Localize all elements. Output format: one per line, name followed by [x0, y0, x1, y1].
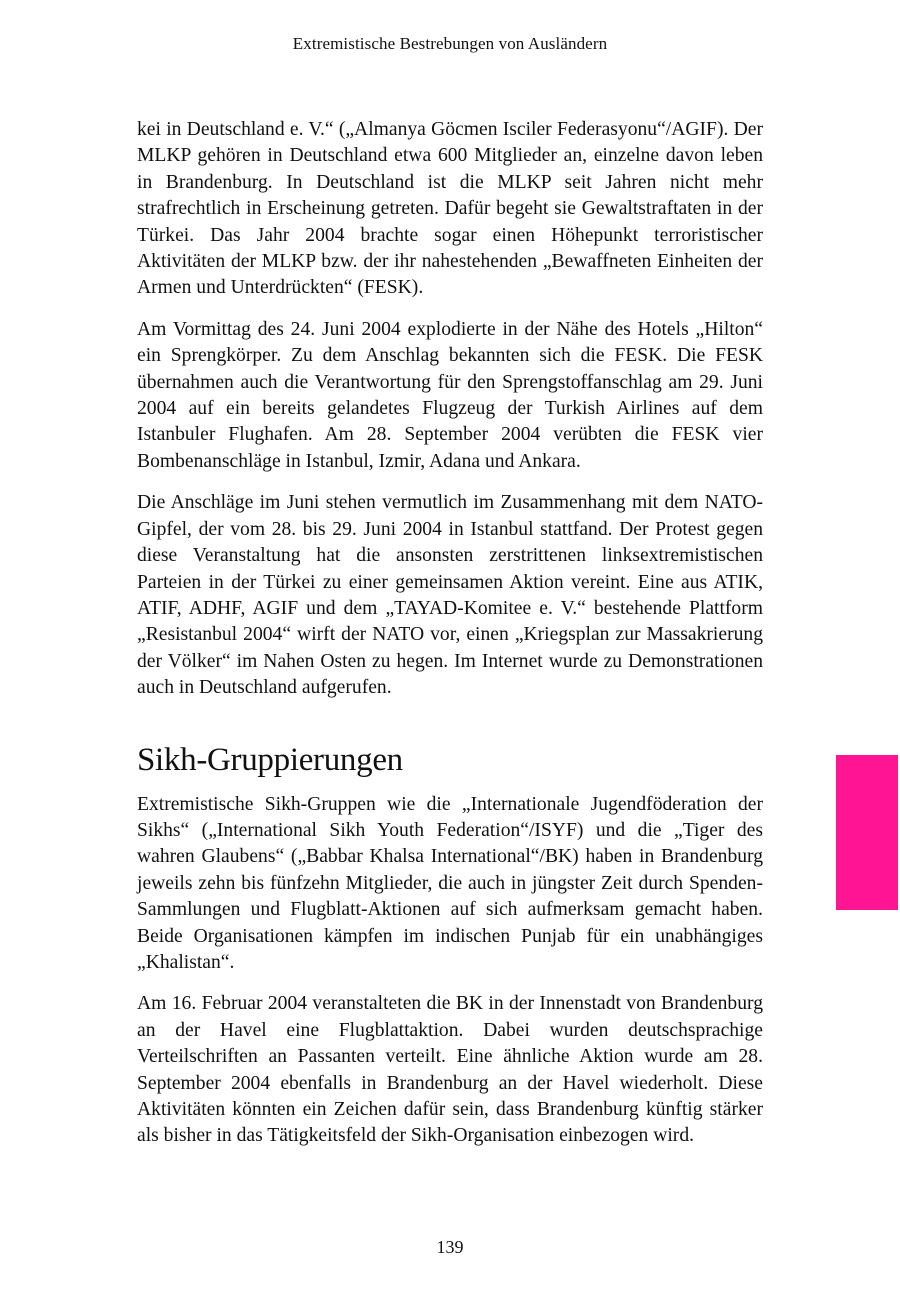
- section-heading: Sikh-Gruppierungen: [137, 741, 403, 778]
- paragraph-sikh-groups: Extremistische Sikh-Gruppen wie die „Internationale Jugendföderation der Sikhs“ („International Sikh Youth Federation“/ISYF) und die „Tiger des wahren Glaubens“ („Babbar Khalsa International“/BK) haben in Brandenburg jeweils zehn bis fünfzehn Mitglieder, die auch in jüngster Zeit durch Spenden-Sammlungen und Flugblatt-Aktionen auf sich aufmerksam gemacht haben. Beide Organisationen kämpfen im indischen Punjab für ein unabhängiges „Khalistan“.: [137, 793, 763, 973]
- page-number: 139: [436, 1237, 464, 1257]
- paragraph-nato-summit: Die Anschläge im Juni stehen vermutlich im Zusammenhang mit dem NATO-Gipfel, der vom 28. bis 29. Juni 2004 in Istanbul stattfand. Der Protest gegen diese Veranstaltung hat die ansonsten zerstrittenen linksextremistischen Parteien in der Türkei zu einer gemeinsamen Aktion vereint. Eine aus ATIK, ATIF, ADHF, AGIF und dem „TAYAD-Komitee e. V.“ bestehende Plattform „Resistanbul 2004“ wirft der NATO vor, einen „Kriegsplan zur Massakrierung der Völker“ im Nahen Osten zu hegen. Im Internet wurde zu Demonstrationen auch in Deutschland aufgerufen.: [137, 492, 763, 699]
- paragraph-mlkp: kei in Deutschland e. V.“ („Almanya Göcmen Isciler Federasyonu“/AGIF). Der MLKP gehören in Deutschland etwa 600 Mitglieder an, einzelne davon leben in Brandenburg. In Deutschland ist die MLKP seit Jahren nicht mehr strafrechtlich in Erscheinung getreten. Dafür begeht sie Gewaltstraftaten in der Türkei. Das Jahr 2004 brachte sogar einen Höhepunkt terroristischer Aktivitäten der MLKP bzw. der ihr nahestehenden „Bewaffneten Einheiten der Armen und Unterdrückten“ (FESK).: [137, 119, 763, 299]
- paragraph-bk-leaflets: Am 16. Februar 2004 veranstalteten die BK in der Innenstadt von Brandenburg an der Havel eine Flugblattaktion. Dabei wurden deutschsprachige Verteilschriften an Passanten verteilt. Eine ähnliche Aktion wurde am 28. September 2004 ebenfalls in Brandenburg an der Havel wiederholt. Diese Aktivitäten könnten ein Zeichen dafür sein, dass Brandenburg künftig stärker als bisher in das Tätigkeitsfeld der Sikh-Organisation einbezogen wird.: [137, 993, 763, 1147]
- chapter-thumb-tab: [836, 755, 898, 910]
- paragraph-fesk-attacks: Am Vormittag des 24. Juni 2004 explodierte in der Nähe des Hotels „Hilton“ ein Sprengkörper. Zu dem Anschlag bekannten sich die FESK. Die FESK übernahmen auch die Verantwortung für den Sprengstoffanschlag am 29. Juni 2004 auf ein bereits gelandetes Flugzeug der Turkish Airlines auf dem Istanbuler Flughafen. Am 28. September 2004 verübten die FESK vier Bombenanschläge in Istanbul, Izmir, Adana und Ankara.: [137, 318, 763, 472]
- page-body: [137, 117, 763, 1165]
- running-head: Extremistische Bestrebungen von Ausländern: [292, 34, 608, 53]
